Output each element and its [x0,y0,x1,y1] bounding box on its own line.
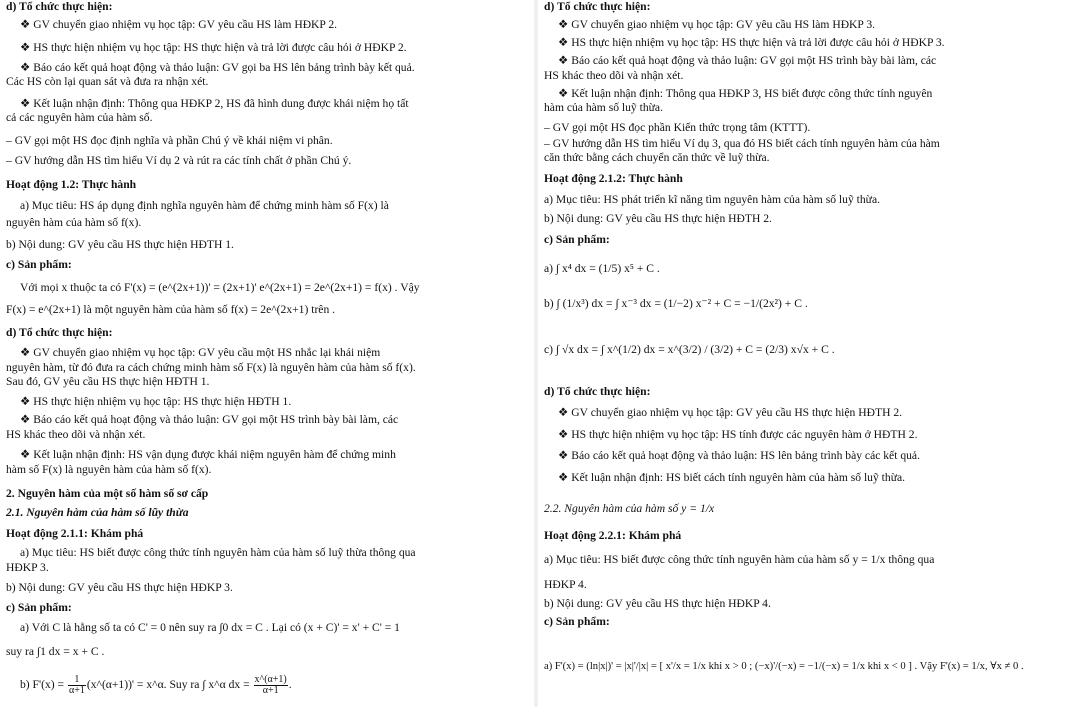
heading-organize: d) Tổ chức thực hiện: [6,326,113,339]
math-line: a) F'(x) = (ln|x|)' = |x|'/|x| = [ x'/x = 1/x khi x > 0 ; (−x)'/(−x) = −1/(−x) = 1/x khi x < 0 ] . Vậy F'(x) = 1/x, ∀x ≠ 0 . [544,661,1024,672]
math-line: c) ∫ √x dx = ∫ x^(1/2) dx = x^(3/2) / (3/2) + C = (2/3) x√x + C . [544,343,835,356]
math-line: Với mọi x thuộc ta có F'(x) = (e^(2x+1))' = (2x+1)' e^(2x+1) = 2e^(2x+1) = f(x) . Vậy [20,281,420,294]
heading-organize: d) Tổ chức thực hiện: [544,0,651,13]
text-line: ❖ Báo cáo kết quả hoạt động và thảo luận: HS lên bảng trình bày các kết quả. [558,449,920,462]
text-line: ❖ GV chuyển giao nhiệm vụ học tập: GV yêu cầu HS làm HĐKP 2. [20,18,338,31]
text-line: b) Nội dung: GV yêu cầu HS thực hiện HĐKP 3. [6,581,233,594]
text-line: – GV gọi một HS đọc phần Kiến thức trọng tâm (KTTT). [544,121,811,134]
text-line: a) Mục tiêu: HS áp dụng định nghĩa nguyên hàm để chứng minh hàm số F(x) là [20,199,389,212]
heading-activity: Hoạt động 1.2: Thực hành [6,178,137,191]
numerator: x^(α+1) [254,674,287,685]
text-line: ❖ Báo cáo kết quả hoạt động và thảo luận: GV gọi một HS trình bày bài làm, các [20,413,399,426]
fraction [254,675,288,696]
heading-activity: Hoạt động 2.1.2: Thực hành [544,172,683,185]
text-line: b) Nội dung: GV yêu cầu HS thực hiện HĐTH 1. [6,238,234,251]
math-line: suy ra ∫1 dx = x + C . [6,645,105,658]
math-line: b) F'(x) = $\frac{1}{\alpha+1}$ (x^(α+1))' = x^α. Suy ra ∫ x^α dx = $\frac{x\^{}(\alpha+1)}{\alpha+1}$ . [20,674,292,696]
text-line: cả các nguyên hàm của hàm số. [6,111,153,124]
math-part: b) F'(x) = [20,678,67,692]
text-line: HS khác theo dõi và nhận xét. [6,428,146,441]
text-line: ❖ Kết luận nhận định: Thông qua HĐKP 3, HS biết được công thức tính nguyên [558,87,933,100]
text-line: ❖ Kết luận nhận định: HS biết cách tính nguyên hàm của hàm số luỹ thừa. [558,471,906,484]
text-line: a) Mục tiêu: HS biết được công thức tính nguyên hàm của hàm số luỹ thừa thông qua [20,546,416,559]
section-heading: 2. Nguyên hàm của một số hàm số sơ cấp [6,487,209,500]
text-line: ❖ Kết luận nhận định: Thông qua HĐKP 2, HS đã hình dung được khái niệm họ tất [20,97,409,110]
math-line: a) ∫ x⁴ dx = (1/5) x⁵ + C . [544,262,660,275]
text-line: hàm của hàm số luỹ thừa. [544,101,663,114]
text-line: ❖ Báo cáo kết quả hoạt động và thảo luận: GV gọi một HS trình bày bài làm, các [558,54,937,67]
text-line: b) Nội dung: GV yêu cầu HS thực hiện HĐKP 4. [544,597,771,610]
heading-product: c) Sản phẩm: [6,601,72,614]
heading-activity: Hoạt động 2.1.1: Khám phá [6,527,144,540]
text-line: b) Nội dung: GV yêu cầu HS thực hiện HĐTH 2. [544,212,772,225]
heading-activity: Hoạt động 2.2.1: Khám phá [544,529,682,542]
text-line: ❖ GV chuyển giao nhiệm vụ học tập: GV yêu cầu HS làm HĐKP 3. [558,18,876,31]
numerator: 1 [68,675,86,686]
fraction [68,675,86,696]
text-line: hàm số F(x) là nguyên hàm của hàm số f(x). [6,463,212,476]
denominator: α+1 [262,685,279,696]
text-line: – GV gọi một HS đọc định nghĩa và phần Chú ý về khái niệm vi phân. [6,134,333,147]
heading-organize: d) Tổ chức thực hiện: [544,385,651,398]
text-line: – GV hướng dẫn HS tìm hiểu Ví dụ 3, qua đó HS biết cách tính nguyên hàm của hàm [544,137,940,150]
text-line: nguyên hàm của hàm số f(x). [6,216,142,229]
subsection-heading: 2.1. Nguyên hàm của hàm số lũy thừa [6,506,189,519]
heading-product: c) Sản phẩm: [544,615,610,628]
text-line: ❖ HS thực hiện nhiệm vụ học tập: HS tính được các nguyên hàm ở HĐTH 2. [558,428,918,441]
text-line: Các HS còn lại quan sát và đưa ra nhận xét. [6,75,209,88]
math-line: F(x) = e^(2x+1) là một nguyên hàm của hàm số f(x) = 2e^(2x+1) trên . [6,303,336,316]
text-line: ❖ HS thực hiện nhiệm vụ học tập: HS thực hiện và trả lời được câu hỏi ở HĐKP 2. [20,41,407,54]
heading-organize: d) Tổ chức thực hiện: [6,0,113,13]
text-line: a) Mục tiêu: HS phát triển kĩ năng tìm nguyên hàm của hàm số luỹ thừa. [544,193,880,206]
math-part: (x^(α+1))' = x^α. Suy ra ∫ x^α dx = [86,678,253,692]
text-line: ❖ Kết luận nhận định: HS vận dụng được khái niệm nguyên hàm để chứng minh [20,448,396,461]
math-line: a) Với C là hằng số ta có C' = 0 nên suy ra ∫0 dx = C . Lại có (x + C)' = x' + C' = 1 [20,621,400,634]
text-line: HS khác theo dõi và nhận xét. [544,69,684,82]
text-line: nguyên hàm, từ đó đưa ra cách chứng minh hàm số F(x) là nguyên hàm của hàm số f(x). [6,361,416,374]
text-line: ❖ HS thực hiện nhiệm vụ học tập: HS thực hiện và trả lời được câu hỏi ở HĐKP 3. [558,36,945,49]
right-page [538,0,1072,707]
math-line: b) ∫ (1/x³) dx = ∫ x⁻³ dx = (1/−2) x⁻² + C = −1/(2x²) + C . [544,297,808,310]
text-line: ❖ Báo cáo kết quả hoạt động và thảo luận: GV gọi ba HS lên bảng trình bày kết quả. [20,61,415,74]
text-line: ❖ GV chuyển giao nhiệm vụ học tập: GV yêu cầu HS thực hiện HĐTH 2. [558,406,903,419]
text-line: – GV hướng dẫn HS tìm hiểu Ví dụ 2 và rút ra các tính chất ở phần Chú ý. [6,154,352,167]
denominator: α+1 [68,685,85,696]
text-line: a) Mục tiêu: HS biết được công thức tính nguyên hàm của hàm số y = 1/x thông qua [544,553,935,566]
subsection-heading: 2.2. Nguyên hàm của hàm số y = 1/x [544,502,715,515]
text-line: HĐKP 4. [544,578,587,591]
text-line: ❖ GV chuyển giao nhiệm vụ học tập: GV yêu cầu một HS nhắc lại khái niệm [20,346,381,359]
heading-product: c) Sản phẩm: [6,258,72,271]
text-line: Sau đó, GV yêu cầu HS thực hiện HĐTH 1. [6,375,210,388]
heading-product: c) Sản phẩm: [544,233,610,246]
text-line: ❖ HS thực hiện nhiệm vụ học tập: HS thực hiện HĐTH 1. [20,395,292,408]
text-line: HĐKP 3. [6,561,49,574]
text-line: căn thức bằng cách chuyển căn thức về luỹ thừa. [544,151,770,164]
